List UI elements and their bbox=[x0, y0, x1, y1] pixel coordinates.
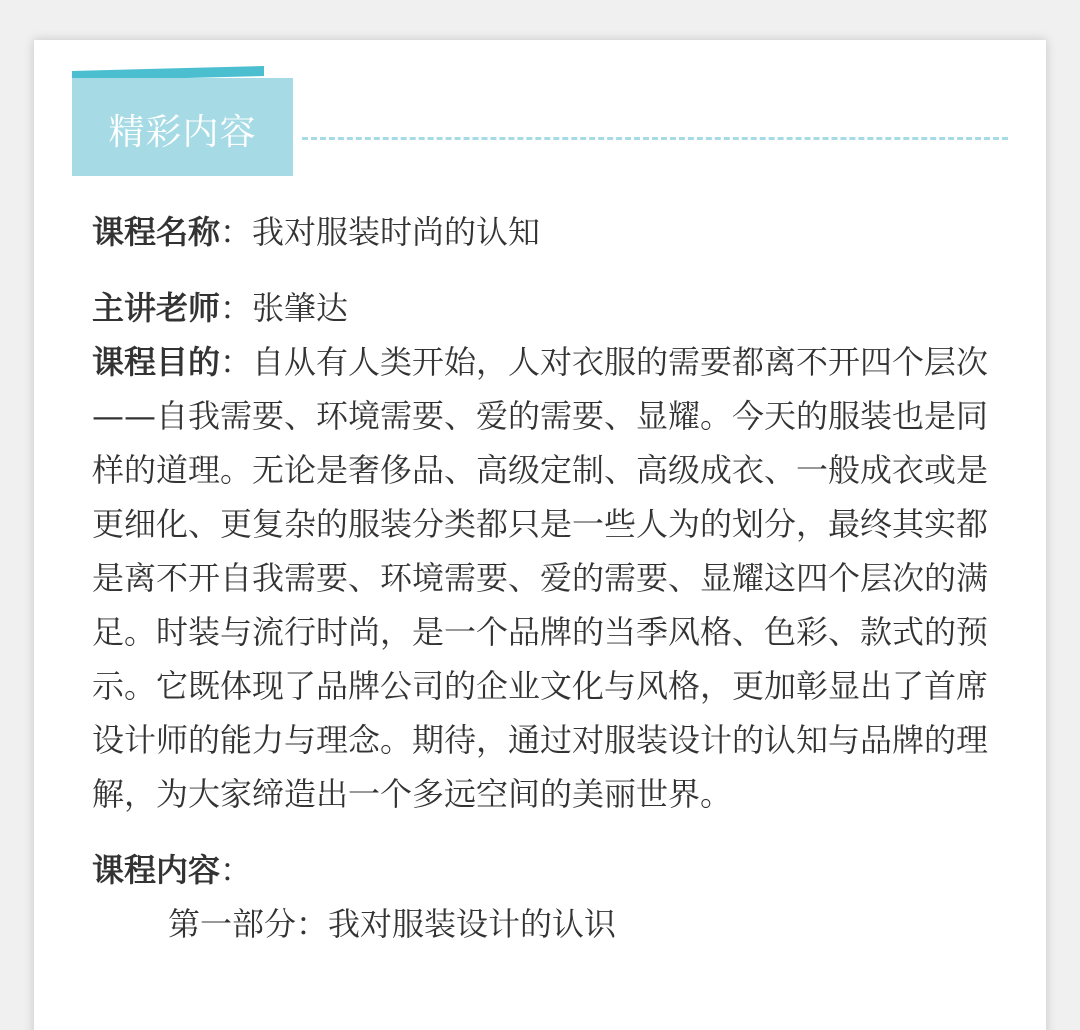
purpose-value: 自从有人类开始，人对衣服的需要都离不开四个层次——自我需要、环境需要、爱的需要、显耀。今天的服装也是同样的道理。无论是奢侈品、高级定制、高级成衣、一般成衣或是更细化、更复杂的服装分类都只是一些人为的划分，最终其实都是离不开自我需要、环境需要、爱的需要、显耀这四个层次的满足。时装与流行时尚，是一个品牌的当季风格、色彩、款式的预示。它既体现了品牌公司的企业文化与风格，更加彰显出了首席设计师的能力与理念。期待，通过对服装设计的认知与品牌的理解，为大家缔造出一个多远空间的美丽世界。 bbox=[92, 343, 989, 813]
purpose-separator: ： bbox=[220, 343, 253, 381]
course-name-value: 我对服装时尚的认知 bbox=[252, 213, 541, 251]
purpose-label: 课程目的 bbox=[92, 343, 221, 381]
teacher-value: 张肇达 bbox=[252, 289, 349, 327]
teacher-row bbox=[92, 281, 992, 335]
dashed-divider bbox=[302, 137, 1008, 140]
teacher-separator: ： bbox=[220, 289, 253, 327]
section-tag-label: 精彩内容 bbox=[108, 111, 257, 153]
course-name-separator: ： bbox=[220, 213, 253, 251]
content-separator: ： bbox=[220, 851, 253, 889]
course-info bbox=[92, 205, 992, 951]
content-row bbox=[92, 843, 992, 897]
course-name-label: 课程名称 bbox=[92, 213, 221, 251]
content-label: 课程内容 bbox=[92, 851, 221, 889]
purpose-row bbox=[92, 335, 992, 821]
teacher-label: 主讲老师 bbox=[92, 289, 221, 327]
course-name-row bbox=[92, 205, 992, 259]
content-card bbox=[34, 40, 1046, 1030]
section-tag bbox=[72, 78, 293, 176]
content-part-1: 第一部分：我对服装设计的认识 bbox=[168, 905, 617, 943]
